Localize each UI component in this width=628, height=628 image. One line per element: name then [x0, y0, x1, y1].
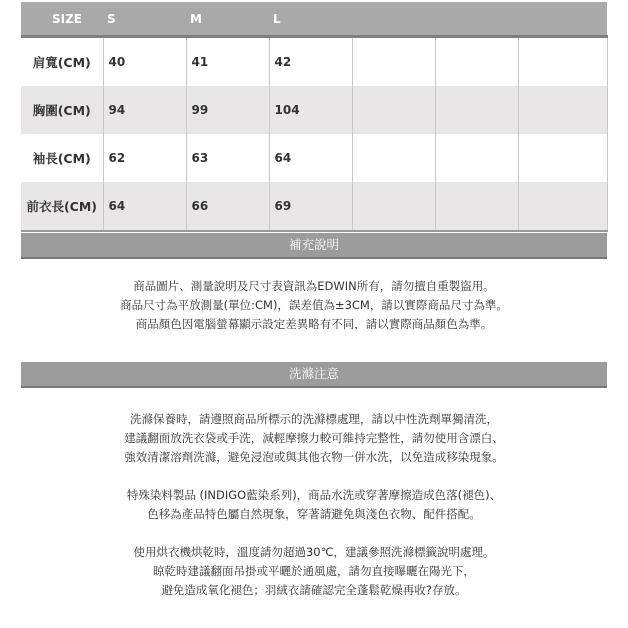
table-cell: 104: [269, 86, 352, 134]
table-cell-empty: [352, 86, 435, 134]
washing-line: 洗滌保養時，請遵照商品所標示的洗滌標處理，請以中性洗劑單獨清洗，: [130, 412, 498, 426]
washing-line: 色移為產品特色屬自然現象，穿著請避免與淺色衣物、配件搭配。: [147, 507, 481, 521]
table-cell-empty: [518, 182, 607, 231]
table-cell-empty: [435, 182, 518, 231]
table-cell: 40: [103, 37, 186, 87]
header-empty: [518, 2, 607, 37]
washing-line: 特殊染料製品 (INDIGO藍染系列)，商品水洗或穿著摩擦造成色落(褪色)、: [126, 488, 502, 502]
header-l: L: [269, 2, 352, 37]
washing-line: 強效清潔溶劑洗滌，避免浸泡或與其他衣物一併水洗，以免造成移染現象。: [124, 450, 504, 464]
row-label-sleeve: 袖長(CM): [21, 134, 103, 182]
table-cell: 66: [186, 182, 269, 231]
table-cell-empty: [352, 37, 435, 87]
table-cell-empty: [518, 86, 607, 134]
table-cell: 42: [269, 37, 352, 87]
table-cell: 62: [103, 134, 186, 182]
supplement-section-title: 補充說明: [21, 233, 607, 259]
header-empty: [352, 2, 435, 37]
supplement-line: 商品尺寸為平放測量(單位:CM)，誤差值為±3CM，請以實際商品尺寸為準。: [120, 298, 508, 312]
supplement-line: 商品圖片、測量說明及尺寸表資訊為EDWIN所有，請勿擅自重製盜用。: [133, 279, 495, 293]
header-m: M: [186, 2, 269, 37]
table-cell-empty: [435, 37, 518, 87]
table-cell-empty: [352, 134, 435, 182]
table-cell-empty: [518, 37, 607, 87]
table-cell: 69: [269, 182, 352, 231]
washing-notes: [21, 410, 607, 600]
table-cell-empty: [435, 134, 518, 182]
table-cell-empty: [435, 86, 518, 134]
washing-line: 使用烘衣機烘乾時，溫度請勿超過30℃，建議參照洗滌標籤說明處理。: [133, 545, 495, 559]
table-cell-empty: [352, 182, 435, 231]
table-row: [21, 86, 607, 134]
size-table: [21, 2, 608, 232]
row-label-front-length: 前衣長(CM): [21, 182, 103, 231]
table-row: [21, 37, 607, 87]
table-cell: 64: [103, 182, 186, 231]
table-cell: 99: [186, 86, 269, 134]
table-row: [21, 134, 607, 182]
header-s: S: [103, 2, 186, 37]
row-label-chest: 胸圍(CM): [21, 86, 103, 134]
washing-line: 建議翻面放洗衣袋或手洗，減輕摩擦力較可維持完整性，請勿使用含漂白、: [124, 431, 504, 445]
supplement-notes: [21, 277, 607, 334]
header-empty: [435, 2, 518, 37]
washing-section-title: 洗滌注意: [21, 362, 607, 388]
table-cell: 63: [186, 134, 269, 182]
table-cell: 64: [269, 134, 352, 182]
table-cell: 41: [186, 37, 269, 87]
row-label-shoulder: 肩寬(CM): [21, 37, 103, 87]
supplement-line: 商品顏色因電腦螢幕顯示設定差異略有不同，請以實際商品顏色為準。: [135, 317, 493, 331]
washing-line: 晾乾時建議翻面吊掛或平曬於通風處，請勿直接曝曬在陽光下，: [153, 564, 475, 578]
size-table-header-row: [21, 2, 607, 37]
table-cell-empty: [518, 134, 607, 182]
washing-line: 避免造成氧化褪色；羽絨衣請確認完全蓬鬆乾燥再收?存放。: [161, 583, 467, 597]
header-size: SIZE: [21, 2, 103, 37]
table-row: [21, 182, 607, 231]
table-cell: 94: [103, 86, 186, 134]
